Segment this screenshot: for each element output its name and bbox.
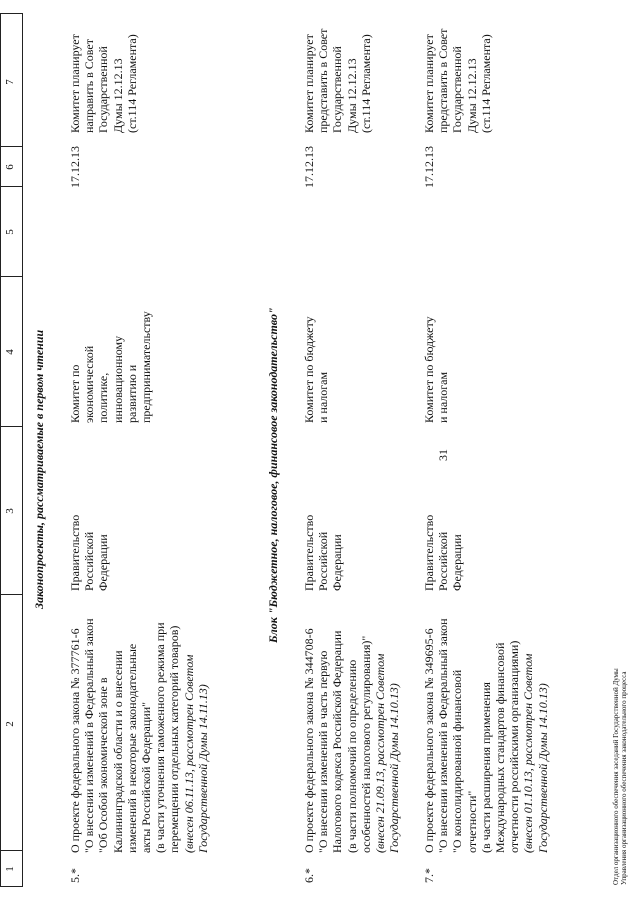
column-header-5: 5: [4, 229, 16, 235]
row-committee: Комитет по бюджету и налогам: [422, 316, 451, 423]
row-committee: Комитет по экономической политике, инновационному развитию и предпринимательству: [68, 311, 154, 423]
row-description: О проекте федерального закона № 349695-6 "О внесении изменений в Федеральный закон "О консолидированной финансовой отчетности" (в части расширения применения Международных стандартов финансовой отчетности российскими организациями) (внесен 01.10.13, рассмотрен Советом Государственной Думы 14.10.13): [422, 618, 550, 853]
row-note: Комитет планирует представить в Совет Государственной Думы 12.12.13 (ст.114 Регламента): [302, 28, 373, 133]
row-date: 17.12.13: [68, 146, 82, 188]
column-header-4: 4: [4, 349, 16, 355]
row-initiator: Правительство Российской Федерации: [302, 514, 345, 591]
row-date: 17.12.13: [422, 146, 436, 188]
row-date: 17.12.13: [302, 146, 316, 188]
column-header-3: 3: [4, 508, 16, 514]
footer-note: Отдел организационного обеспечения заседаний Государственной Думы Управления организационного обеспечения законодательного процесса: [612, 668, 628, 885]
row-note: Комитет планирует представить в Совет Государственной Думы 12.12.13 (ст.114 Регламента): [422, 28, 493, 133]
section-title-budget-block: Блок "Бюджетное, налоговое, финансовое законодательство": [266, 307, 280, 643]
row-number: 6.*: [302, 868, 316, 883]
column-header-2: 2: [4, 721, 16, 727]
row-initiator: Правительство Российской Федерации: [68, 514, 111, 591]
row-note: Комитет планирует направить в Совет Государственной Думы 12.12.13 (ст.114 Регламента): [68, 34, 139, 133]
row-number: 5.*: [68, 868, 82, 883]
section-title-first-reading: Законопроекты, рассматриваемые в первом чтении: [32, 329, 46, 609]
page-number: 31: [436, 449, 450, 461]
row-committee: Комитет по бюджету и налогам: [302, 316, 331, 423]
column-header-1: 1: [4, 866, 16, 872]
column-header-6: 6: [4, 164, 16, 170]
row-initiator: Правительство Российской Федерации: [422, 514, 465, 591]
row-number: 7.*: [422, 868, 436, 883]
row-description: О проекте федерального закона № 377761-6 "О внесении изменений в Федеральный закон "Об Особой экономической зоне в Калининградской области и о внесении изменений в некоторые законодательные акты Российской Федерации" (в части уточнения таможенного режима при перемещении отдельных категорий товаров) (внесен 06.11.13, рассмотрен Советом Государственной Думы 14.11.13): [68, 618, 210, 853]
column-header-7: 7: [4, 79, 16, 85]
row-description: О проекте федерального закона № 344708-6 "О внесении изменений в часть первую Налогового кодекса Российской Федерации (в части полномочий по определению особенностей налогового регулирования)" (внесен 21.09.13, рассмотрен Советом Государственной Думы 14.10.13): [302, 628, 402, 853]
